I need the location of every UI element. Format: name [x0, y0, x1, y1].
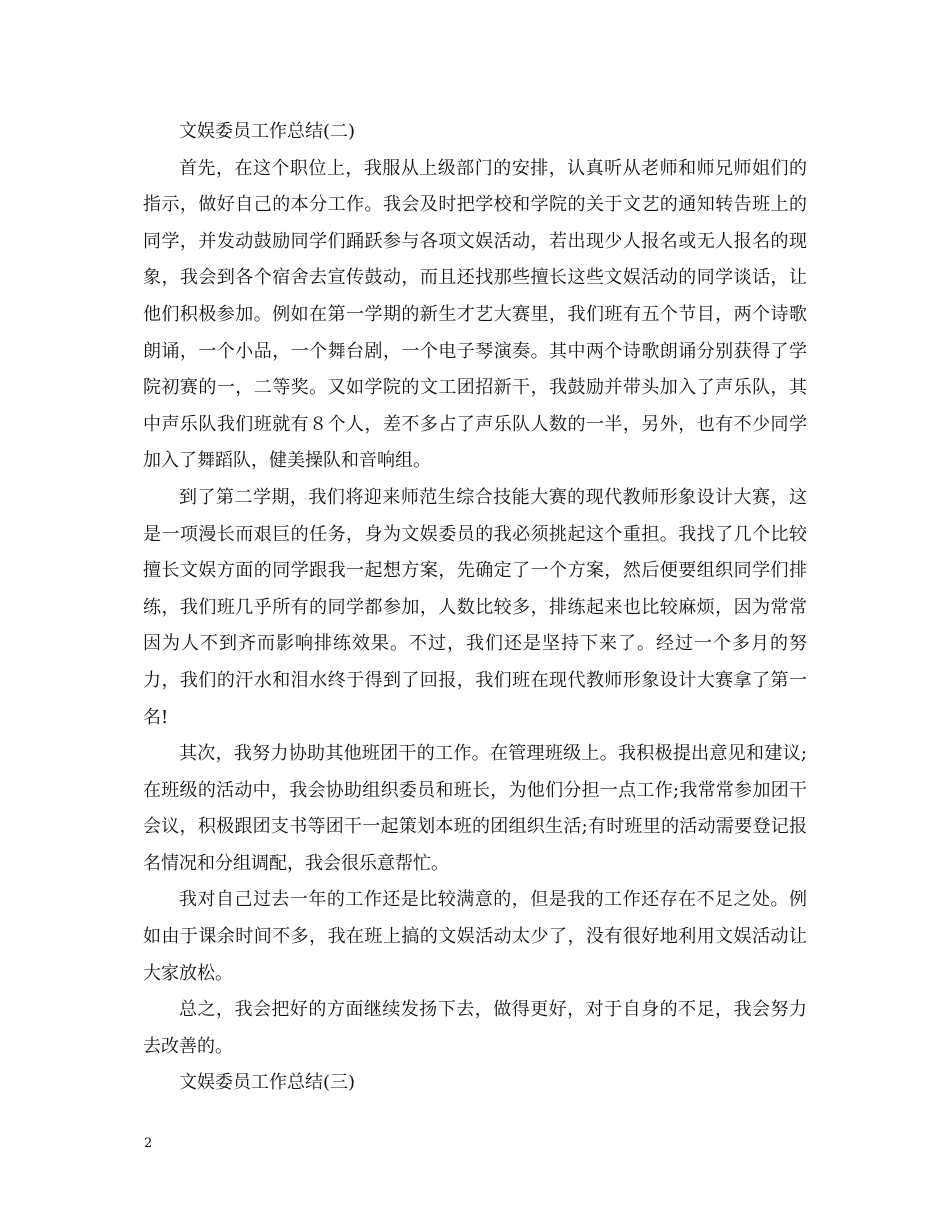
- paragraph-5: 总之，我会把好的方面继续发扬下去，做得更好，对于自身的不足，我会努力去改善的。: [143, 999, 807, 1057]
- document-body: [143, 114, 807, 1102]
- section-heading-2: 文娱委员工作总结(二): [179, 121, 356, 142]
- paragraph-4: 我对自己过去一年的工作还是比较满意的，但是我的工作还存在不足之处。例如由于课余时间不多，我在班上搞的文娱活动太少了，没有很好地利用文娱活动让大家放松。: [143, 889, 807, 984]
- paragraph-1: 首先，在这个职位上，我服从上级部门的安排，认真听从老师和师兄师姐们的指示，做好自己的本分工作。我会及时把学校和学院的关于文艺的通知转告班上的同学，并发动鼓励同学们踊跃参与各项文娱活动，若出现少人报名或无人报名的现象，我会到各个宿舍去宣传鼓动，而且还找那些擅长这些文娱活动的同学谈话，让他们积极参加。例如在第一学期的新生才艺大赛里，我们班有五个节目，两个诗歌朗诵，一个小品，一个舞台剧，一个电子琴演奏。其中两个诗歌朗诵分别获得了学院初赛的一，二等奖。又如学院的文工团招新干，我鼓励并带头加入了声乐队，其中声乐队我们班就有８个人，差不多占了声乐队人数的一半，另外，也有不少同学加入了舞蹈队，健美操队和音响组。: [143, 157, 807, 472]
- paragraph-3: 其次，我努力协助其他班团干的工作。在管理班级上。我积极提出意见和建议;在班级的活动中，我会协助组织委员和班长，为他们分担一点工作;我常常参加团干会议，积极跟团支书等团干一起策划本班的团组织生活;有时班里的活动需要登记报名情况和分组调配，我会很乐意帮忙。: [143, 743, 807, 874]
- paragraph-2: 到了第二学期，我们将迎来师范生综合技能大赛的现代教师形象设计大赛，这是一项漫长而艰巨的任务，身为文娱委员的我必须挑起这个重担。我找了几个比较擅长文娱方面的同学跟我一起想方案，先确定了一个方案，然后便要组织同学们排练，我们班几乎所有的同学都参加，人数比较多，排练起来也比较麻烦，因为常常因为人不到齐而影响排练效果。不过，我们还是坚持下来了。经过一个多月的努力，我们的汗水和泪水终于得到了回报，我们班在现代教师形象设计大赛拿了第一名!: [143, 486, 807, 728]
- section-heading-3: 文娱委员工作总结(三): [179, 1072, 356, 1094]
- page-number: 2: [144, 1136, 153, 1151]
